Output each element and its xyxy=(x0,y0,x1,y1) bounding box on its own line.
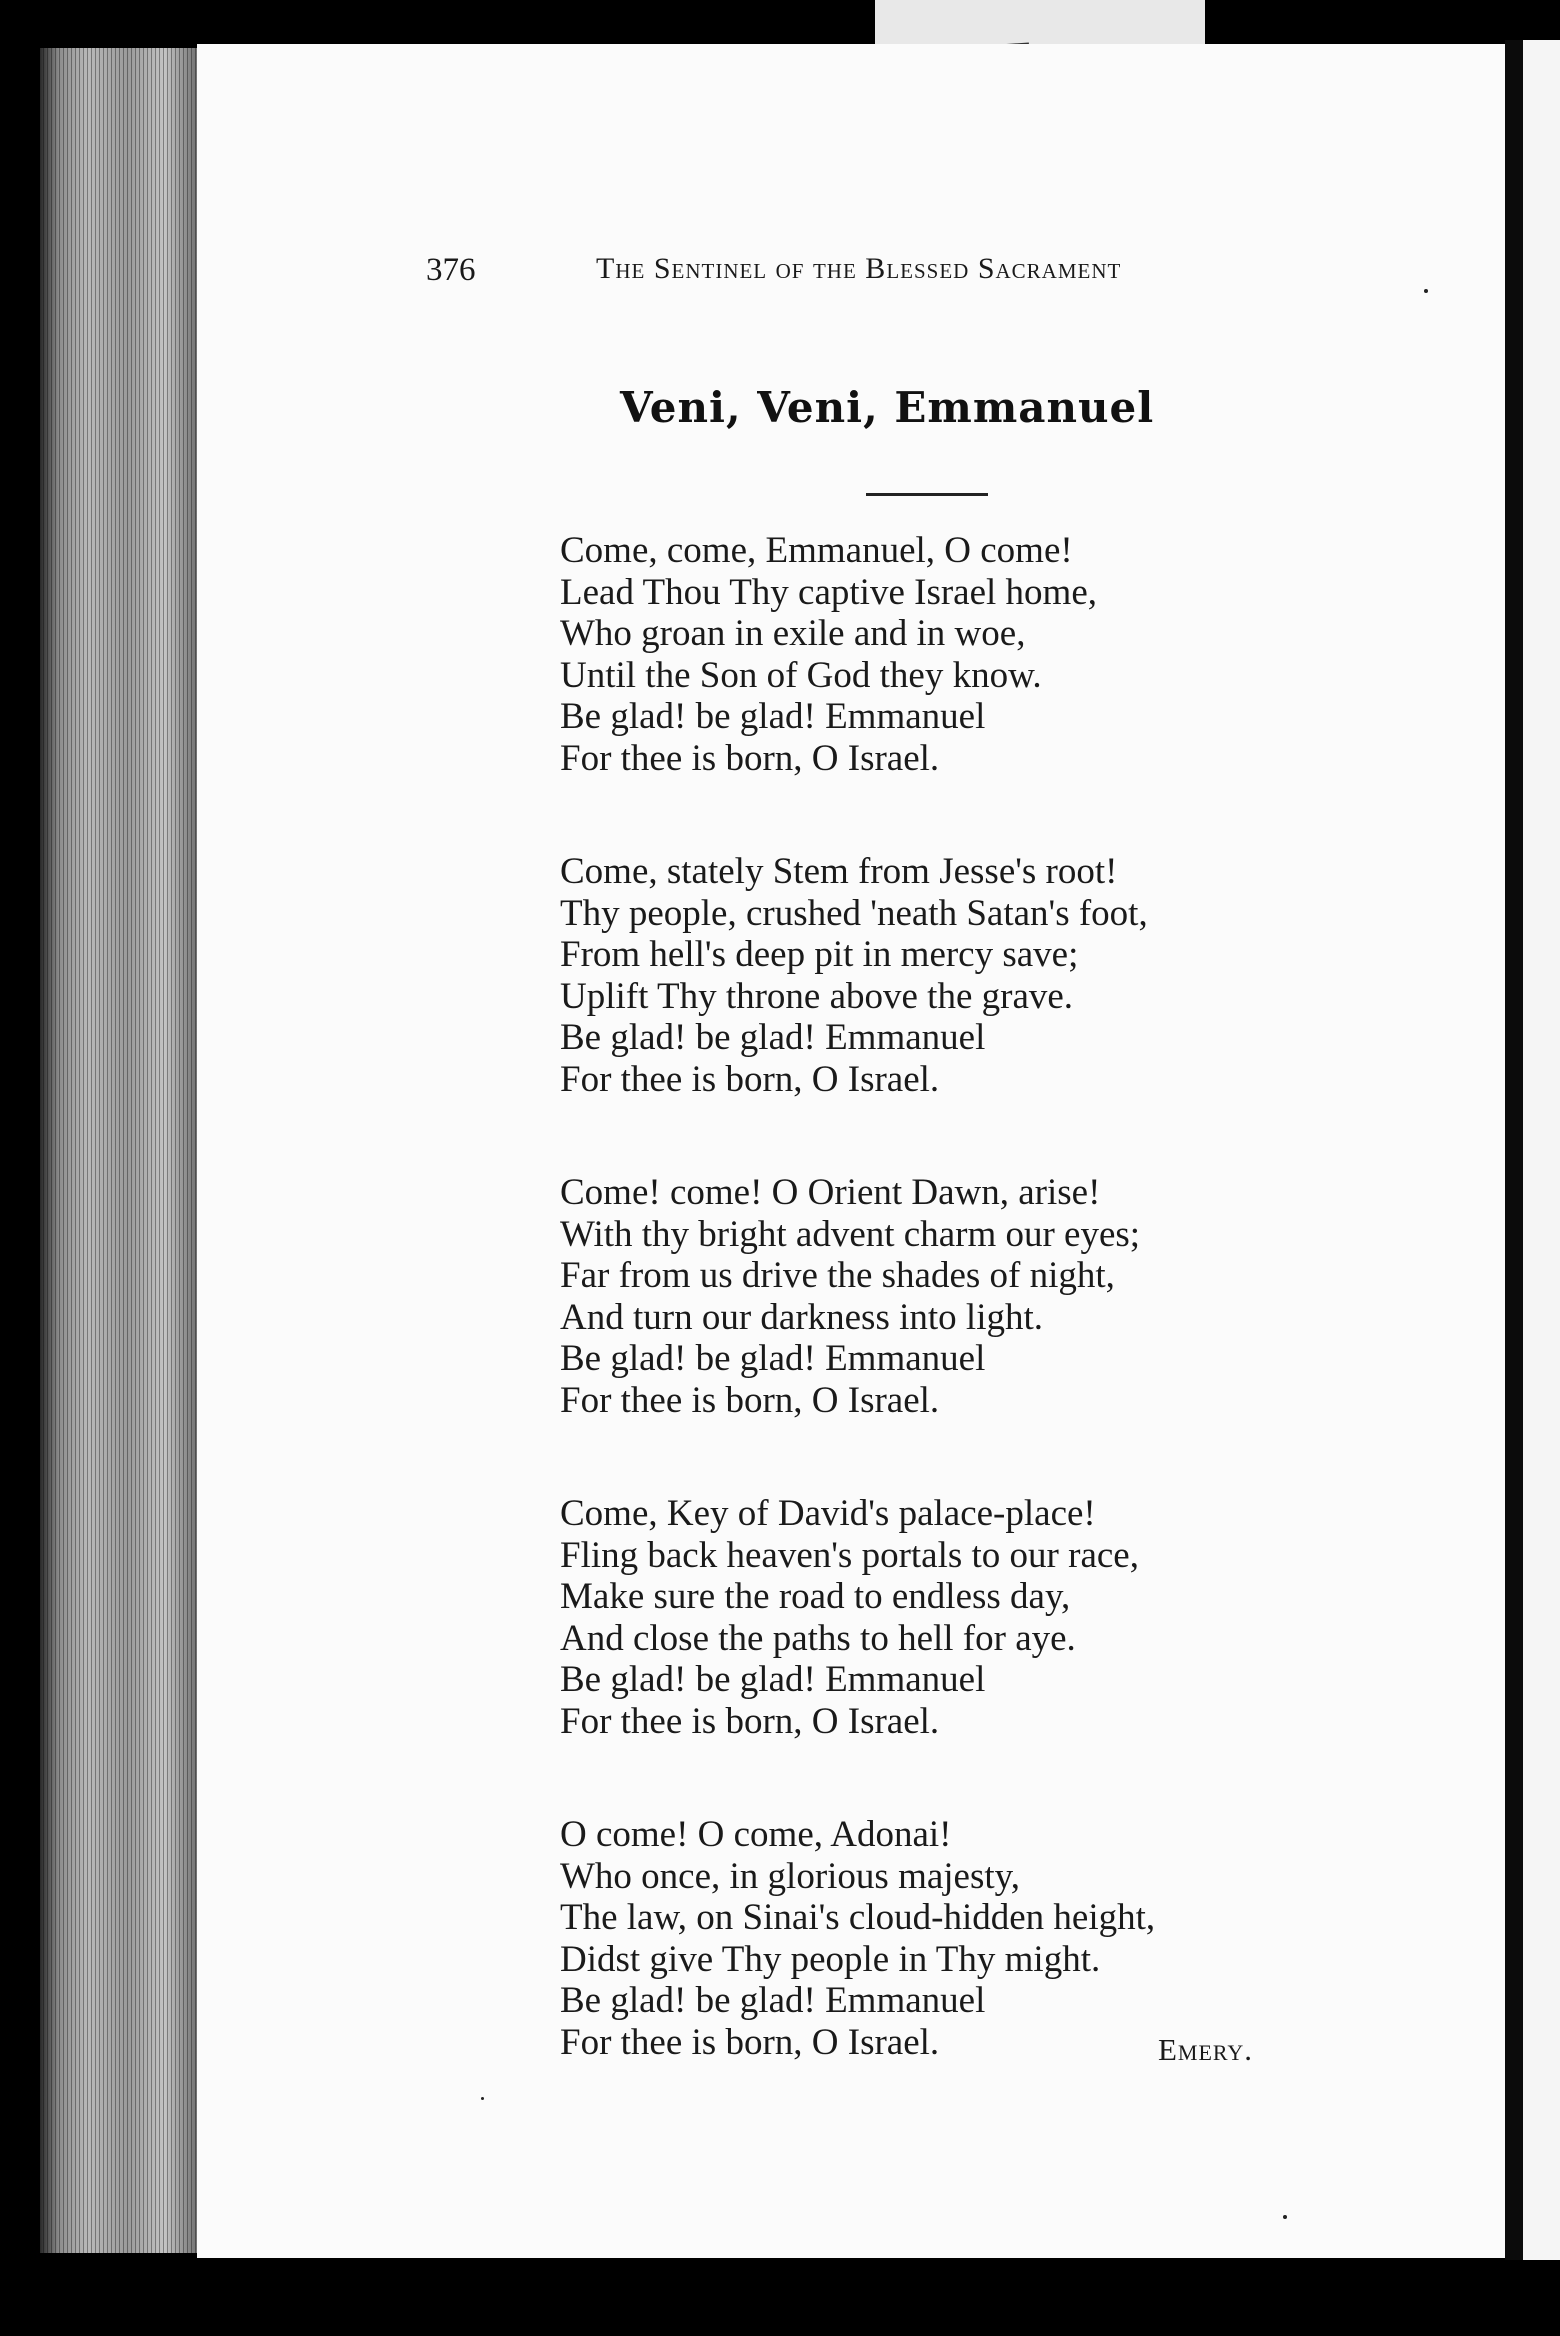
poem-line: Make sure the road to endless day, xyxy=(560,1576,1071,1617)
poem-line: Be glad! be glad! Emmanuel xyxy=(560,1017,986,1058)
poem-line: Uplift Thy throne above the grave. xyxy=(560,975,1074,1017)
print-speck xyxy=(1283,2215,1287,2219)
poem-line: And close the paths to hell for aye. xyxy=(560,1617,1076,1659)
poem-line: Come, stately Stem from Jesse's root! xyxy=(560,851,1118,892)
stanza xyxy=(560,1172,1360,1421)
poem-line: Until the Son of God they know. xyxy=(560,654,1042,696)
poem-line: Be glad! be glad! Emmanuel xyxy=(560,1980,986,2021)
poem-line: Who once, in glorious majesty, xyxy=(560,1855,1021,1897)
poem-body xyxy=(560,530,1360,2135)
poem-line: For thee is born, O Israel. xyxy=(560,1379,940,1421)
page-number: 376 xyxy=(426,252,476,288)
poem-line: For thee is born, O Israel. xyxy=(560,1058,940,1100)
author-signature: Emery. xyxy=(1158,2032,1254,2067)
poem-line: Come, Key of David's palace-place! xyxy=(560,1493,1096,1534)
poem-line: Far from us drive the shades of night, xyxy=(560,1255,1115,1296)
stanza xyxy=(560,530,1360,779)
poem-line: With thy bright advent charm our eyes; xyxy=(560,1213,1141,1255)
running-head: The Sentinel of the Blessed Sacrament xyxy=(596,252,1122,285)
poem-line: For thee is born, O Israel. xyxy=(560,737,940,779)
poem-line: Be glad! be glad! Emmanuel xyxy=(560,1659,986,1700)
print-speck xyxy=(481,2097,484,2100)
poem-line: Come, come, Emmanuel, O come! xyxy=(560,530,1073,571)
poem-line: The law, on Sinai's cloud-hidden height, xyxy=(560,1897,1156,1938)
poem-line: And turn our darkness into light. xyxy=(560,1296,1044,1338)
stanza xyxy=(560,1814,1360,2063)
poem-title: Veni, Veni, Emmanuel xyxy=(620,383,1155,432)
poem-line: For thee is born, O Israel. xyxy=(560,2021,940,2063)
title-rule xyxy=(866,493,988,496)
poem-line: Thy people, crushed 'neath Satan's foot, xyxy=(560,892,1148,934)
poem-line: Lead Thou Thy captive Israel home, xyxy=(560,571,1098,613)
poem-line: Come! come! O Orient Dawn, arise! xyxy=(560,1172,1101,1213)
print-speck xyxy=(1424,289,1428,293)
stanza xyxy=(560,851,1360,1100)
stanza xyxy=(560,1493,1360,1742)
poem-line: Be glad! be glad! Emmanuel xyxy=(560,696,986,737)
poem-line: Didst give Thy people in Thy might. xyxy=(560,1938,1101,1980)
page-header xyxy=(426,252,1286,302)
poem-line: Who groan in exile and in woe, xyxy=(560,613,1026,654)
poem-line: Fling back heaven's portals to our race, xyxy=(560,1534,1139,1576)
page-edges xyxy=(40,48,200,2253)
gutter-shadow xyxy=(1505,40,1523,2260)
facing-page-edge xyxy=(1523,40,1560,2260)
poem-line: O come! O come, Adonai! xyxy=(560,1814,952,1855)
poem-line: From hell's deep pit in mercy save; xyxy=(560,934,1079,975)
poem-line: Be glad! be glad! Emmanuel xyxy=(560,1338,986,1379)
poem-line: For thee is born, O Israel. xyxy=(560,1700,940,1742)
